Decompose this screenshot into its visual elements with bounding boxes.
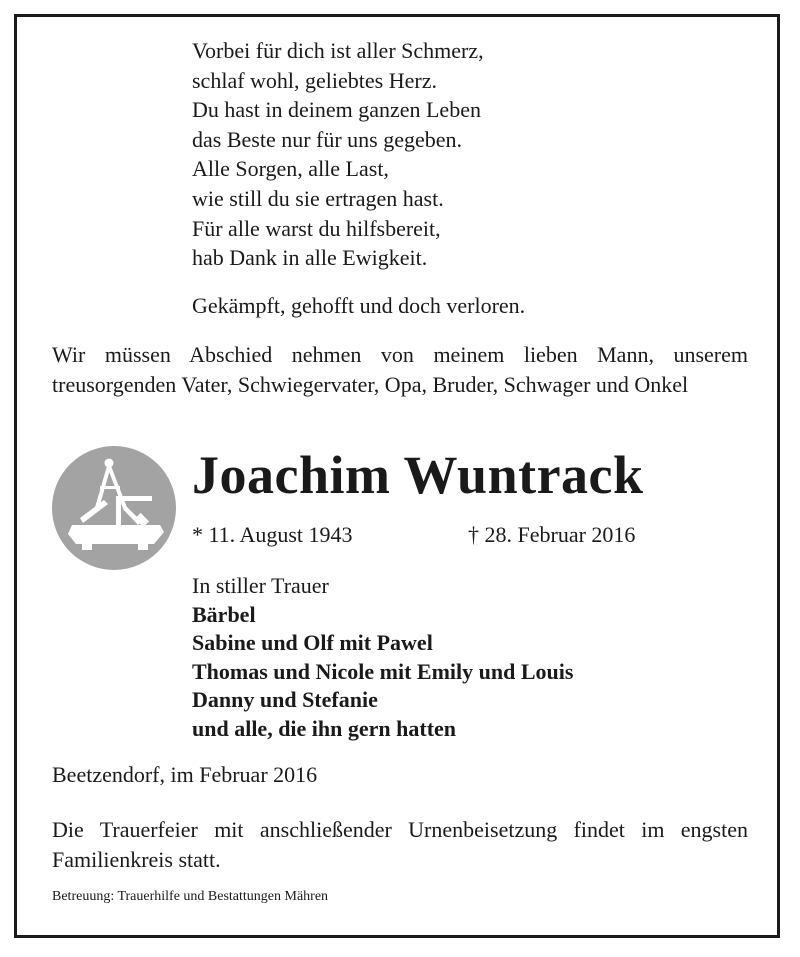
- poem-line: Du hast in deinem ganzen Leben: [192, 97, 481, 123]
- mourner-name: Sabine und Olf mit Pawel: [192, 630, 433, 656]
- death-date: † 28. Februar 2016: [468, 522, 636, 547]
- funeral-care-note: Betreuung: Trauerhilfe und Bestattungen Mähren: [52, 889, 329, 904]
- poem-line: hab Dank in alle Ewigkeit.: [192, 245, 428, 271]
- poem-line: Für alle warst du hilfsbereit,: [192, 215, 441, 241]
- poem-line: Alle Sorgen, alle Last,: [192, 156, 389, 182]
- mourner-name: Thomas und Nicole mit Emily und Louis: [192, 658, 574, 684]
- poem: [192, 36, 484, 273]
- mourner-name: und alle, die ihn gern hatten: [192, 715, 457, 741]
- deceased-name: Joachim Wuntrack: [192, 445, 644, 505]
- birth-date: * 11. August 1943: [192, 522, 353, 547]
- mourners-list: [192, 572, 573, 744]
- place-date: Beetzendorf, im Februar 2016: [52, 762, 318, 787]
- poem-line: Vorbei für dich ist aller Schmerz,: [192, 38, 484, 63]
- poem-line: wie still du sie ertragen hast.: [192, 185, 444, 211]
- mourner-name: Danny und Stefanie: [192, 687, 378, 713]
- poem-line: das Beste nur für uns gegeben.: [192, 126, 463, 152]
- poem-closing: Gekämpft, gehofft und doch verloren.: [192, 293, 526, 318]
- farewell-intro: Wir müssen Abschied nehmen von meinem lieben Mann, unserem treusorgenden Vater, Schwiegervater, Opa, Bruder, Schwager und Onkel: [52, 342, 748, 397]
- carpenter-tools-icon: [52, 446, 176, 570]
- mourner-name: Bärbel: [192, 601, 256, 627]
- ceremony-note: Die Trauerfeier mit anschließender Urnenbeisetzung findet im engsten Familienkreis statt.: [52, 817, 748, 872]
- mourning-heading: In stiller Trauer: [192, 573, 329, 598]
- poem-line: schlaf wohl, geliebtes Herz.: [192, 67, 437, 93]
